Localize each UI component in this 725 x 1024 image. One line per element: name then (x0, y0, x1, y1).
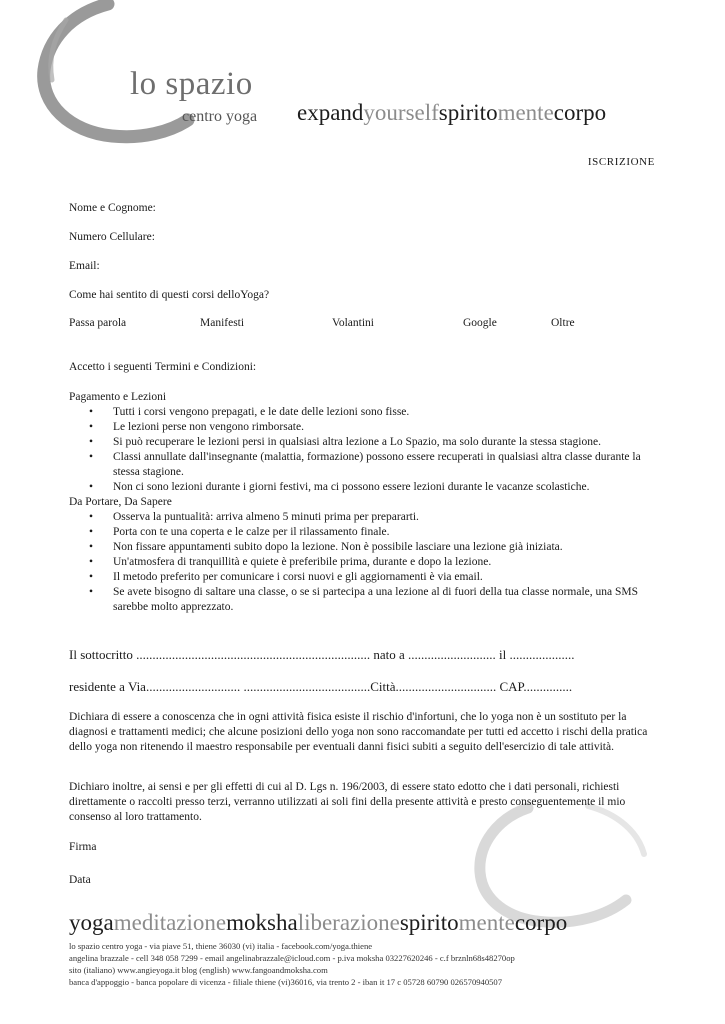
footer-line: banca d'appoggio - banca popolare di vicenza - filiale thiene (vi)36016, via trento 2 - iban it 17 c 05728 60790 026570940507 (69, 977, 503, 987)
footer-line: angelina brazzale - cell 348 058 7299 - email angelinabrazzale@icloud.com - p.iva moksha 03227620246 - c.f brznln68s48270op (69, 953, 515, 963)
tagline-word: yoga (69, 910, 114, 935)
tagline-word: corpo (514, 910, 568, 935)
tagline-word: mente (458, 910, 515, 935)
brand-subtitle: centro yoga (182, 108, 258, 125)
tagline-word: liberazione (297, 910, 400, 935)
source-option-passa-parola[interactable]: Passa parola (69, 317, 127, 329)
tagline-word: expand (297, 100, 364, 125)
email-field-label: Email: (69, 260, 100, 272)
list-item: • Si può recuperare le lezioni persi in qualsiasi altra lezione a Lo Spazio, ma solo durante la stessa stagione. (89, 436, 601, 448)
tagline-word: spirito (438, 100, 498, 125)
list-item: • Non fissare appuntamenti subito dopo la lezione. Non è possibile lasciare una lezione già iniziata. (89, 541, 563, 553)
source-options (69, 316, 609, 332)
terms-list-payment (69, 405, 659, 495)
source-option-manifesti[interactable]: Manifesti (200, 317, 245, 329)
footer-line: sito (italiano) www.angieyoga.it blog (english) www.fangoandmoksha.com (69, 965, 328, 975)
tagline-word: moksha (226, 910, 298, 935)
header-tagline (297, 100, 606, 126)
terms-section-heading: Pagamento e Lezioni (69, 391, 167, 403)
list-item: • Osserva la puntualità: arriva almeno 5 minuti prima per prepararti. (89, 511, 419, 523)
signature-label: Firma (69, 841, 97, 853)
footer-tagline (69, 910, 567, 936)
name-field-label: Nome e Cognome: (69, 202, 156, 214)
form-title: ISCRIZIONE (587, 156, 655, 168)
declaration-privacy: Dichiaro inoltre, ai sensi e per gli effetti di cui al D. Lgs n. 196/2003, di essere stato edotto che i dati personali, richiesti direttamente o raccolti presso terzi, verranno utilizzati ai soli fini della presente attività e presto conseguentemente il mio consenso al loro trattamento. (69, 781, 626, 823)
tagline-word: spirito (399, 910, 459, 935)
tagline-word: corpo (553, 100, 607, 125)
list-item: • Le lezioni perse non vengono rimborsate. (89, 421, 304, 433)
tagline-word: mente (497, 100, 554, 125)
residence-line[interactable]: residente a Via............................. .......................................Città............................... CAP............... (69, 679, 573, 694)
footer-line: lo spazio centro yoga - via piave 51, thiene 36030 (vi) italia - facebook.com/yoga.thiene (69, 941, 373, 951)
source-question: Come hai sentito di questi corsi delloYoga? (69, 289, 270, 301)
birth-details-line[interactable]: Il sottocritto ........................................................................ nato a ........................... il .................... (69, 647, 575, 662)
tagline-word: yourself (363, 100, 439, 125)
list-item: • Se avete bisogno di saltare una classe, o se si partecipa a una lezione al di fuori della tua classe normale, una SMS sarebbe molto apprezzato. (89, 586, 638, 613)
terms-intro: Accetto i seguenti Termini e Condizioni: (69, 361, 257, 373)
terms-section-heading: Da Portare, Da Sapere (69, 496, 172, 508)
list-item: • Un'atmosfera di tranquillità e quiete è preferibile prima, durante e dopo la lezione. (89, 556, 492, 568)
terms-list-bring (69, 510, 659, 615)
list-item: • Tutti i corsi vengono prepagati, e le date delle lezioni sono fisse. (89, 406, 410, 418)
footer-contact-info (69, 940, 669, 988)
list-item: • Classi annullate dall'insegnante (malattia, formazione) possono essere recuperati in qualsiasi altra classe durante la stessa stagione. (89, 451, 641, 478)
phone-field-label: Numero Cellulare: (69, 231, 155, 243)
declaration-risk: Dichiara di essere a conoscenza che in ogni attività fisica esiste il rischio d'infortuni, che lo yoga non è un sostituto per la diagnosi e trattamenti medici; che alcune posizioni dello yoga non sono raccomandate per tutti ed accetto i rischi della pratica dello yoga non ritenendo il maestro responsabile per eventuali danni fisici subiti a seguito dell'esercizio di tale attività. (69, 711, 648, 753)
terms-block (69, 360, 659, 615)
list-item: • Porta con te una coperta e le calze per il rilassamento finale. (89, 526, 390, 538)
list-item: • Non ci sono lezioni durante i giorni festivi, ma ci possono essere lezioni durante le vacanze scolastiche. (89, 481, 590, 493)
tagline-word: meditazione (113, 910, 227, 935)
source-option-oltre[interactable]: Oltre (551, 317, 575, 329)
source-option-volantini[interactable]: Volantini (332, 317, 374, 329)
brand-name: lo spazio (130, 66, 253, 102)
list-item: • Il metodo preferito per comunicare i corsi nuovi e gli aggiornamenti è via email. (89, 571, 483, 583)
source-option-google[interactable]: Google (463, 317, 497, 329)
date-label: Data (69, 874, 91, 886)
